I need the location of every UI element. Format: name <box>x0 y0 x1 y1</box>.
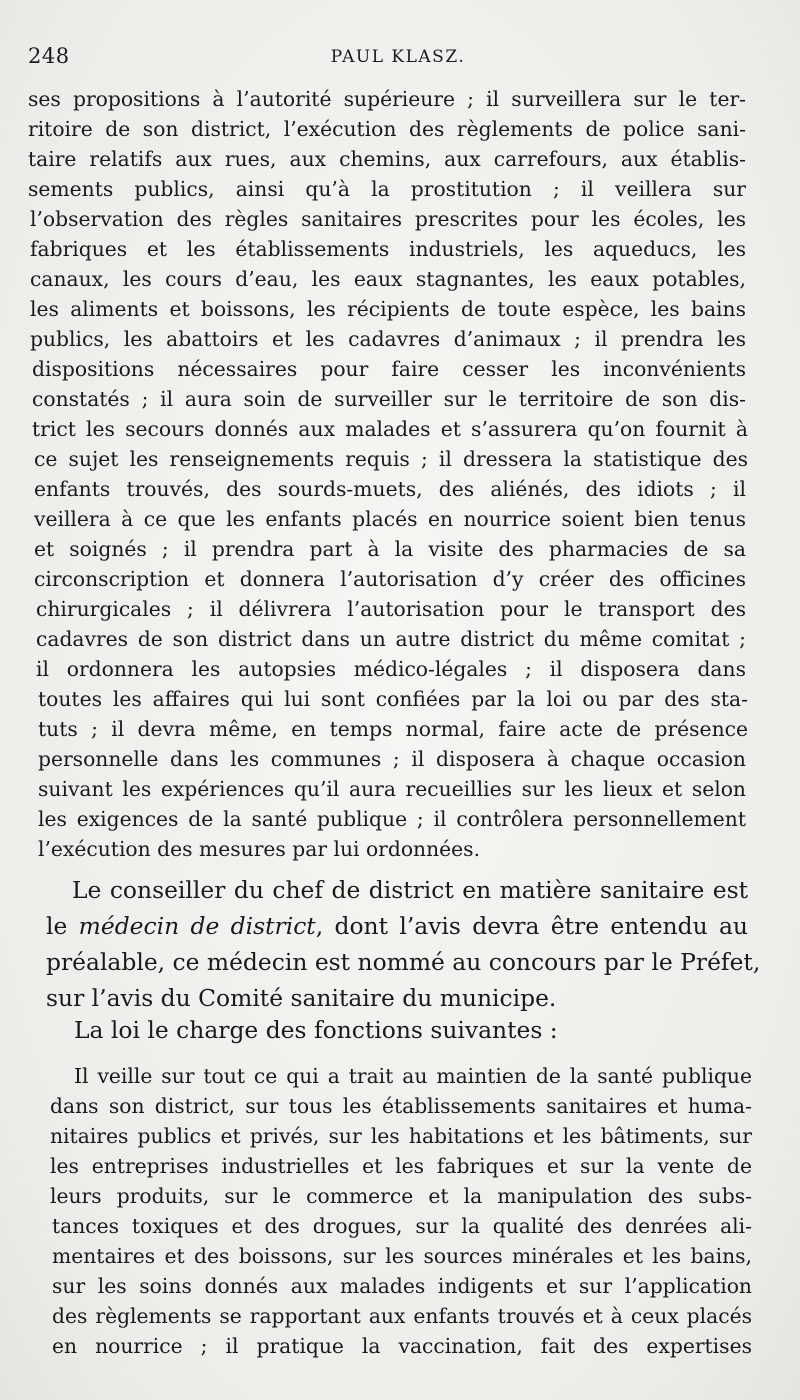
page-number: 248 <box>28 44 70 68</box>
text-line: l’exécution des mesures par lui ordonnées. <box>38 837 481 861</box>
text-line: dans son district, sur tous les établissements sanitaires et huma- <box>50 1094 752 1118</box>
text-line: Il veille sur tout ce qui a trait au maintien de la santé publique <box>74 1064 752 1088</box>
text-line: taire relatifs aux rues, aux chemins, aux carrefours, aux établis- <box>28 147 746 171</box>
text-line: en nourrice ; il pratique la vaccination, fait des expertises <box>52 1334 752 1358</box>
text-line: ce sujet les renseignements requis ; il dressera la statistique des <box>34 447 748 471</box>
text-line: tuts ; il devra même, en temps normal, faire acte de présence <box>38 717 748 741</box>
text-line: chirurgicales ; il délivrera l’autorisation pour le transport des <box>36 597 746 621</box>
text-line: les aliments et boissons, les récipients de toute espèce, les bains <box>30 297 746 321</box>
text-line: canaux, les cours d’eau, les eaux stagnantes, les eaux potables, <box>30 267 746 291</box>
text-line: l’observation des règles sanitaires prescrites pour les écoles, les <box>30 207 746 231</box>
text-line: fabriques et les établissements industriels, les aqueducs, les <box>30 237 746 261</box>
page-header <box>28 44 768 74</box>
text-line: dispositions nécessaires pour faire cesser les inconvénients <box>32 357 746 381</box>
text-line: sements publics, ainsi qu’à la prostitution ; il veillera sur <box>28 177 746 201</box>
text-line: publics, les abattoirs et les cadavres d’animaux ; il prendra les <box>30 327 746 351</box>
text-line: sur les soins donnés aux malades indigents et sur l’application <box>52 1274 752 1298</box>
text-line: les exigences de la santé publique ; il contrôlera personnellement <box>38 807 746 831</box>
text-line: Le conseiller du chef de district en matière sanitaire est <box>72 876 748 904</box>
text-line: les entreprises industrielles et les fabriques et sur la vente de <box>50 1154 752 1178</box>
text-fragment: le <box>46 912 79 940</box>
text-line: La loi le charge des fonctions suivantes : <box>74 1016 558 1044</box>
text-line: suivant les expériences qu’il aura recueillies sur les lieux et selon <box>38 777 746 801</box>
text-line: leurs produits, sur le commerce et la manipulation des subs- <box>50 1184 752 1208</box>
text-line: veillera à ce que les enfants placés en nourrice soient bien tenus <box>34 507 746 531</box>
text-line: tances toxiques et des drogues, sur la qualité des denrées ali- <box>52 1214 752 1238</box>
text-line: cadavres de son district dans un autre district du même comitat ; <box>36 627 746 651</box>
text-line: ses propositions à l’autorité supérieure ; il surveillera sur le ter- <box>28 87 746 111</box>
text-line: enfants trouvés, des sourds-muets, des aliénés, des idiots ; il <box>34 477 746 501</box>
text-line: personnelle dans les communes ; il disposera à chaque occasion <box>38 747 746 771</box>
text-line: mentaires et des boissons, sur les sources minérales et les bains, <box>52 1244 752 1268</box>
text-line: sur l’avis du Comité sanitaire du municipe. <box>46 984 557 1012</box>
text-line: toutes les affaires qui lui sont confiées par la loi ou par des sta- <box>38 687 748 711</box>
emphasis-medecin-de-district: médecin de district <box>78 912 316 940</box>
running-head: PAUL KLASZ. <box>330 47 466 67</box>
text-line <box>46 908 748 944</box>
text-line: préalable, ce médecin est nommé au concours par le Préfet, <box>46 948 761 976</box>
text-line: constatés ; il aura soin de surveiller sur le territoire de son dis- <box>32 387 746 411</box>
text-line: il ordonnera les autopsies médico-légales ; il disposera dans <box>36 657 746 681</box>
text-line: trict les secours donnés aux malades et s’assurera qu’on fournit à <box>32 417 748 441</box>
text-line: nitaires publics et privés, sur les habitations et les bâtiments, sur <box>50 1124 752 1148</box>
text-fragment: , dont l’avis devra être entendu au <box>315 912 748 940</box>
text-line: ritoire de son district, l’exécution des règlements de police sani- <box>28 117 746 141</box>
text-line: circonscription et donnera l’autorisation d’y créer des officines <box>34 567 746 591</box>
text-line: et soignés ; il prendra part à la visite des pharmacies de sa <box>34 537 746 561</box>
text-line: des règlements se rapportant aux enfants trouvés et à ceux placés <box>52 1304 752 1328</box>
